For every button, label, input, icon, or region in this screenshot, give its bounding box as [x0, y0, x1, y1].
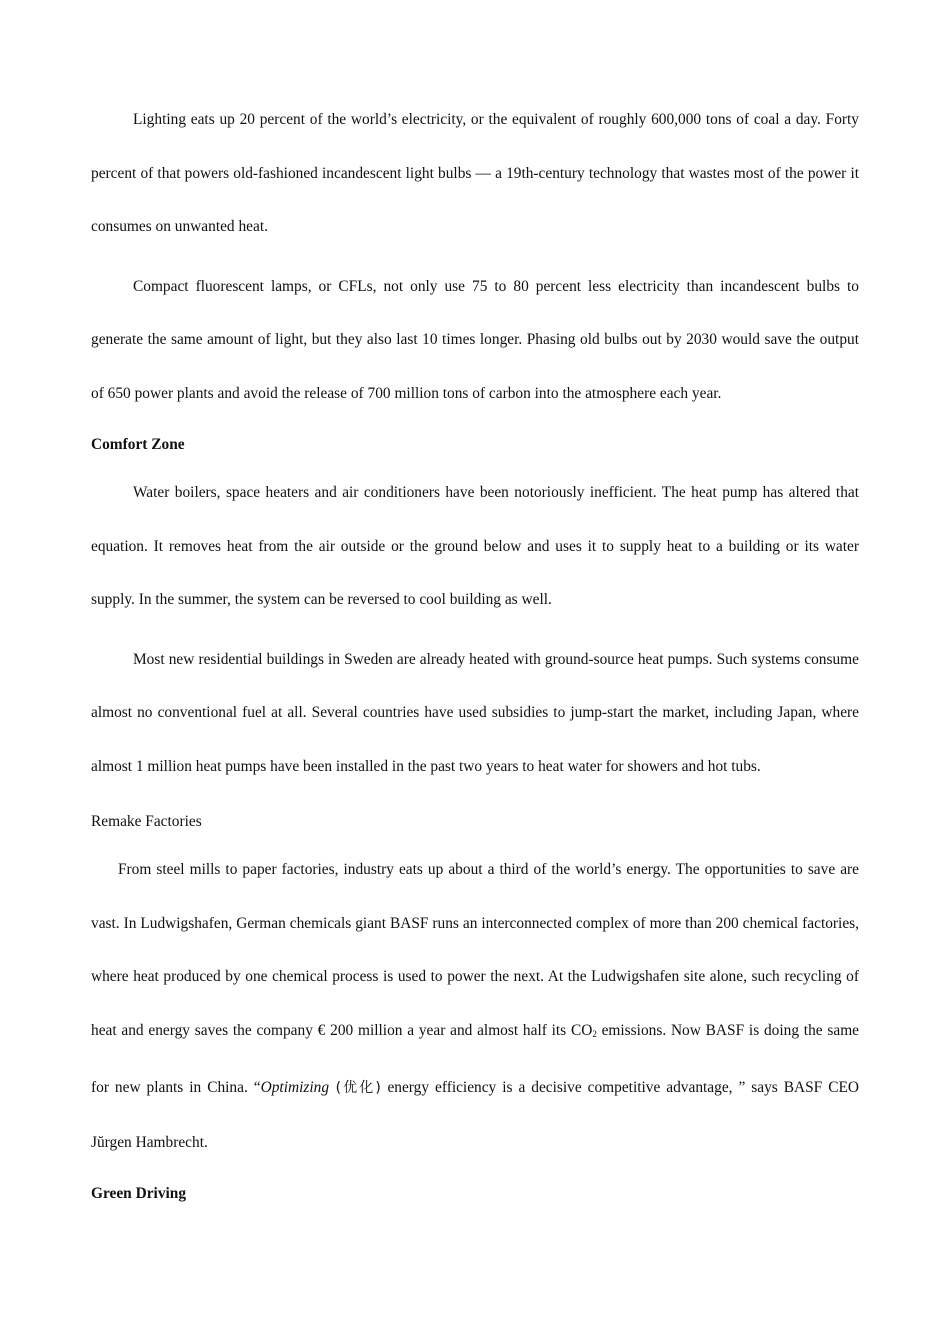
- optimizing-italic: Optimizing: [260, 1079, 330, 1096]
- heading-remake-factories: Remake Factories: [91, 813, 202, 830]
- factories-text-2: emissions. Now BASF is doing the same for new plants in China. “: [91, 1021, 859, 1096]
- heading-comfort-zone: Comfort Zone: [91, 436, 185, 453]
- co2-subscript: 2: [592, 1028, 597, 1039]
- paragraph-comfort-1: Water boilers, space heaters and air conditioners have been notoriously inefficient. The heat pump has altered that equation. It removes heat from the air outside or the ground below and uses it to supply heat to a building or its water supply. In the summer, the system can be reversed to cool building as well.: [91, 484, 859, 608]
- factories-text-3: energy efficiency is a decisive competitive advantage, ” says BASF CEO Jŭrgen Hambrecht.: [91, 1079, 859, 1151]
- paragraph-comfort-2: Most new residential buildings in Sweden are already heated with ground-source heat pumps. Such systems consume almost no conventional fuel at all. Several countries have used subsidies to jump-start the market, including Japan, where almost 1 million heat pumps have been installed in the past two years to heat water for showers and hot tubs.: [91, 650, 859, 775]
- document-page: [91, 93, 859, 1215]
- factories-text-1: From steel mills to paper factories, industry eats up about a third of the world’s energy. The opportunities to save are vast. In Ludwigshafen, German chemicals giant BASF runs an interconnected complex of more than 200 chemical factories, where heat produced by one chemical process is used to power the next. At the Ludwigshafen site alone, such recycling of heat and energy saves the company € 200 million a year and almost half its CO: [91, 861, 859, 1039]
- paragraph-lighting-1: Lighting eats up 20 percent of the world’s electricity, or the equivalent of roughly 600,000 tons of coal a day. Forty percent of that powers old-fashioned incandescent light bulbs — a 19th-century technology that wastes most of the power it consumes on unwanted heat.: [91, 111, 859, 235]
- paragraph-lighting-2: Compact fluorescent lamps, or CFLs, not only use 75 to 80 percent less electricity than incandescent bulbs to generate the same amount of light, but they also last 10 times longer. Phasing old bulbs out by 2030 would save the output of 650 power plants and avoid the release of 700 million tons of carbon into the atmosphere each year.: [91, 277, 859, 402]
- heading-green-driving: Green Driving: [91, 1185, 187, 1202]
- paragraph-factories: [91, 843, 859, 1169]
- chinese-term: (优化): [329, 1080, 388, 1096]
